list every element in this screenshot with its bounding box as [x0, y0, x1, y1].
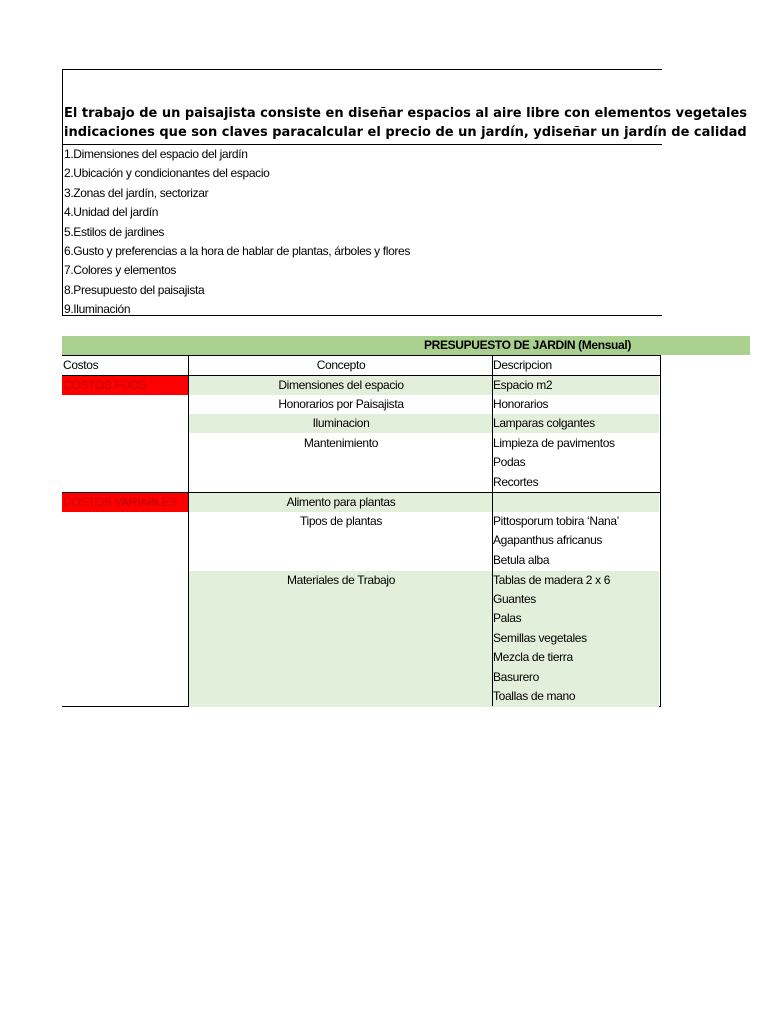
description-cell: Palas — [493, 611, 522, 626]
concept-cell: Tipos de plantas — [299, 514, 382, 528]
description-cell: Agapanthus africanus — [493, 533, 603, 548]
concept-cell: Materiales de Trabajo — [286, 572, 396, 587]
list-item: 3.Zonas del jardín, sectorizar — [64, 185, 209, 200]
list-item: 6.Gusto y preferencias a la hora de hablar de plantas, árboles y flores — [64, 243, 411, 258]
intro-list — [64, 145, 410, 320]
intro-title-line-1: El trabajo de un paisajista consiste en diseñar espacios al aire libre con elementos vegetales — [64, 106, 748, 121]
description-cell: Limpieza de pavimentos — [493, 435, 615, 450]
description-cell: Betula alba — [493, 552, 550, 567]
list-item: 1.Dimensiones del espacio del jardín — [64, 147, 248, 161]
variable-costs-label: COSTOS VARIABLES — [63, 494, 177, 509]
description-cell: Toallas de mano — [493, 688, 576, 703]
budget-header — [62, 336, 750, 355]
description-cell: Semillas vegetales — [493, 630, 587, 645]
description-cell: Pittosporum tobira ‘Nana’ — [493, 514, 619, 528]
header-costos: Costos — [63, 358, 99, 372]
concept-cell: Honorarios por Paisajista — [278, 396, 404, 411]
description-cell: Honorarios — [493, 396, 549, 411]
fixed-costs-label: COSTOS FIJOS — [63, 377, 147, 392]
list-item: 4.Unidad del jardín — [64, 205, 159, 220]
concept-cell: Mantenimiento — [303, 435, 379, 450]
budget-table — [62, 355, 661, 707]
header-concepto: Concepto — [316, 358, 366, 372]
description-cell: Recortes — [493, 474, 539, 489]
list-item: 7.Colores y elementos — [64, 263, 177, 278]
list-item: 8.Presupuesto del paisajista — [64, 282, 205, 297]
list-item: 9.Iluminación — [64, 302, 131, 317]
row-bg — [493, 493, 659, 512]
description-cell: Mezcla de tierra — [493, 650, 573, 665]
budget-title: PRESUPUESTO DE JARDIN (Mensual) — [424, 338, 631, 352]
intro-title — [64, 104, 784, 142]
header-descripcion: Descripcion — [493, 358, 552, 372]
concept-cell: Dimensiones del espacio — [278, 377, 404, 392]
concept-cell: Iluminacion — [312, 416, 370, 431]
list-item: 2.Ubicación y condicionantes del espacio — [64, 166, 270, 181]
description-cell: Guantes — [493, 591, 536, 606]
description-cell: Podas — [493, 455, 526, 470]
list-item: 5.Estilos de jardines — [64, 224, 165, 239]
description-cell: Espacio m2 — [493, 377, 553, 392]
description-cell: Tablas de madera 2 x 6 — [493, 572, 611, 587]
row-bg — [189, 571, 493, 707]
description-cell: Lamparas colgantes — [493, 416, 595, 431]
intro-title-line-2: indicaciones que son claves paracalcular el precio de un jardín, ydiseñar un jardín de calidad — [64, 125, 747, 140]
concept-cell: Alimento para plantas — [286, 494, 396, 509]
description-cell: Basurero — [493, 669, 539, 684]
intro-box — [62, 69, 748, 317]
